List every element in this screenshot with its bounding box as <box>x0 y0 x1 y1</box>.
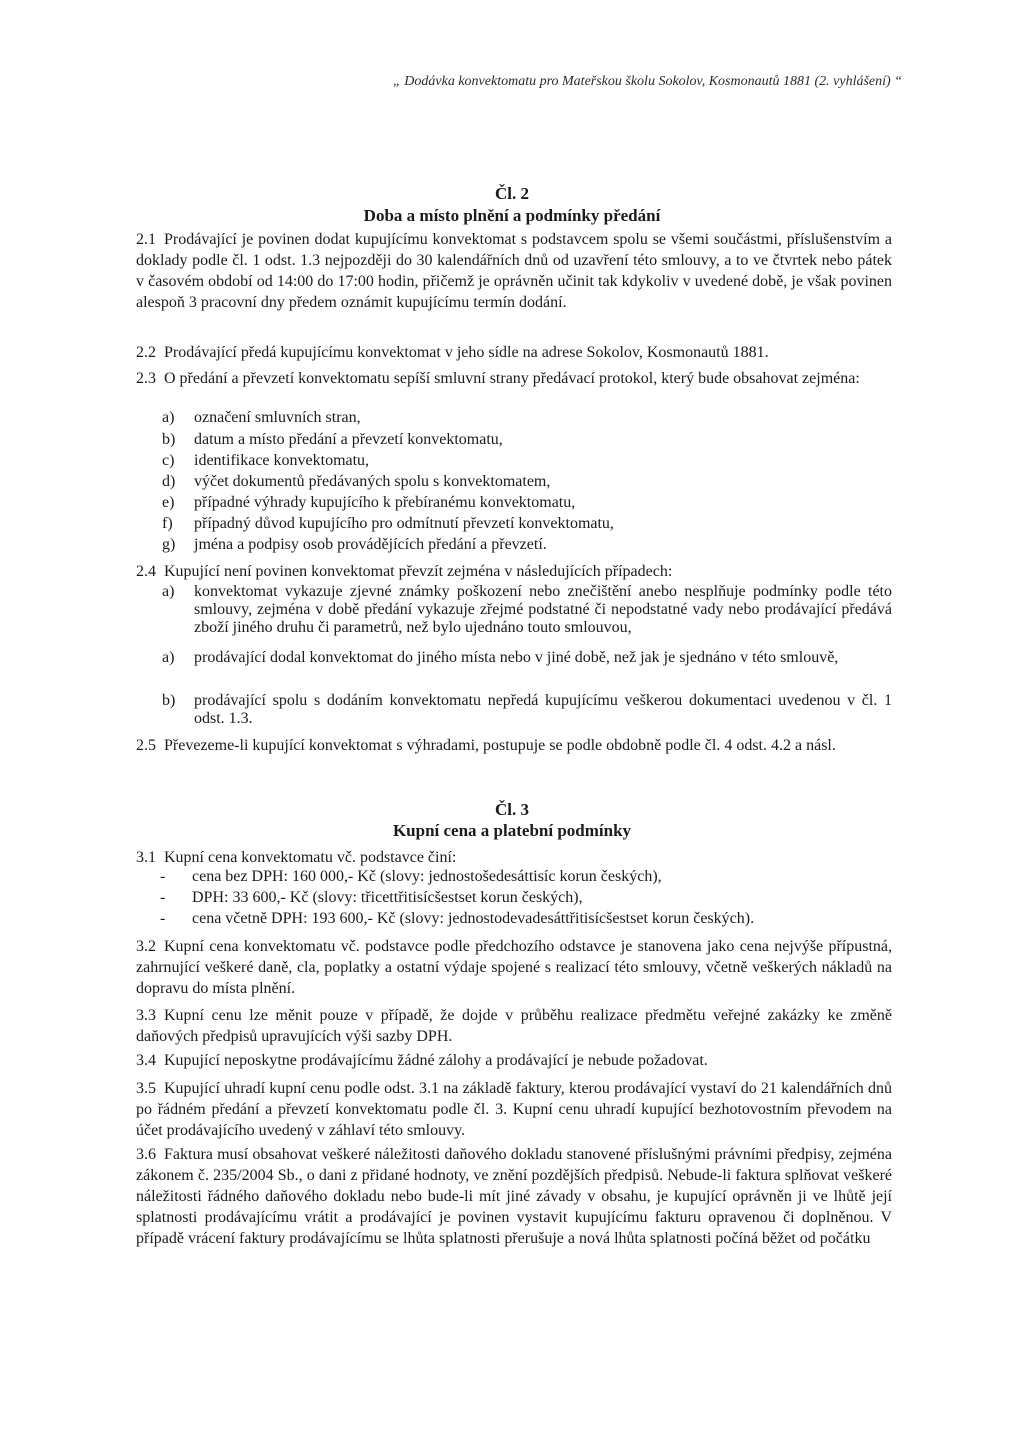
list-text: cena bez DPH: 160 000,- Kč (slovy: jednostošedesáttisíc korun českých), <box>192 868 662 885</box>
article-2-number: Čl. 2 <box>495 184 529 203</box>
paragraph-2-3 <box>136 368 892 389</box>
list-text: případný důvod kupujícího pro odmítnutí převzetí konvektomatu, <box>194 515 614 532</box>
list-text: identifikace konvektomatu, <box>194 452 370 469</box>
list-text: případné výhrady kupujícího k přebíranému konvektomatu, <box>194 494 576 511</box>
list-item <box>162 583 892 637</box>
list-text: datum a místo předání a převzetí konvektomatu, <box>194 431 503 448</box>
paragraph-text: Kupní cena konvektomatu vč. podstavce činí: <box>164 849 457 866</box>
list-item <box>162 536 892 554</box>
list-text: jména a podpisy osob provádějících předání a převzetí. <box>194 536 547 553</box>
paragraph-3-2 <box>136 936 892 999</box>
list-item <box>162 431 892 449</box>
list-label: d) <box>162 473 176 490</box>
list-label: - <box>160 868 166 885</box>
list-item <box>162 692 892 728</box>
list-label: a) <box>162 649 175 666</box>
list-label: c) <box>162 452 175 469</box>
paragraph-2-4 <box>136 561 892 582</box>
article-3-number: Čl. 3 <box>495 800 529 819</box>
paragraph-number: 3.6 <box>136 1146 156 1163</box>
list-item <box>162 649 892 667</box>
paragraph-text: Faktura musí obsahovat veškeré náležitosti daňového dokladu stanovené příslušnými právními předpisy, zejména zákonem č. 235/2004 Sb., o dani z přidané hodnoty, ve znění pozdějších předpisů. Nebude-li faktura splňovat veškeré náležitosti řádného daňového dokladu nebo bude-li mít jiné závady v obsahu, je kupující oprávněn ji ve lhůtě její splatnosti prodávajícímu vrátit a prodávající je povinen vystavit kupujícímu fakturu opravenou či doplněnou. V případě vrácení faktury prodávajícímu se lhůta splatnosti přerušuje a nová lhůta splatnosti počíná běžet od počátku <box>136 1146 892 1247</box>
paragraph-3-4 <box>136 1050 892 1071</box>
paragraph-number: 2.1 <box>136 231 156 248</box>
list-item <box>162 515 892 533</box>
paragraph-3-5 <box>136 1078 892 1141</box>
paragraph-text: Kupující není povinen konvektomat převzít zejména v následujících případech: <box>164 563 673 580</box>
list-item <box>160 910 892 928</box>
paragraph-text: Kupující uhradí kupní cenu podle odst. 3.1 na základě faktury, kterou prodávající vystaví do 21 kalendářních dnů po řádném předání a převzetí konvektomatu podle čl. 3. Kupní cenu uhradí kupující bezhotovostním převodem na účet prodávajícího uvedený v záhlaví této smlouvy. <box>136 1080 892 1139</box>
paragraph-text: O předání a převzetí konvektomatu sepíší smluvní strany předávací protokol, který bude obsahovat zejména: <box>164 370 860 387</box>
list-item <box>162 473 892 491</box>
paragraph-3-3 <box>136 1005 892 1047</box>
paragraph-text: Převezeme-li kupující konvektomat s výhradami, postupuje se podle obdobně podle čl. 4 odst. 4.2 a násl. <box>164 737 836 754</box>
paragraph-text: Kupní cena konvektomatu vč. podstavce podle předchozího odstavce je stanovena jako cena nejvýše přípustná, zahrnující veškeré daně, cla, poplatky a ostatní výdaje spojené s realizací této smlouvy, včetně veškerých nákladů na dopravu do místa plnění. <box>136 938 892 997</box>
paragraph-text: Prodávající předá kupujícímu konvektomat v jeho sídle na adrese Sokolov, Kosmonautů 1881. <box>164 344 769 361</box>
list-text: DPH: 33 600,- Kč (slovy: třicettřitisícšestset korun českých), <box>192 889 583 906</box>
paragraph-number: 3.1 <box>136 849 156 866</box>
list-text: výčet dokumentů předávaných spolu s konvektomatem, <box>194 473 551 490</box>
list-label: g) <box>162 536 176 553</box>
paragraph-text: Prodávající je povinen dodat kupujícímu konvektomat s podstavcem spolu se všemi součástmi, příslušenstvím a doklady podle čl. 1 odst. 1.3 nejpozději do 30 kalendářních dnů od uzavření této smlouvy, a to ve čtvrtek nebo pátek v časovém období od 14:00 do 17:00 hodin, přičemž je oprávněn učinit tak kdykoliv v uvedené době, je však povinen alespoň 3 pracovní dny předem oznámit kupujícímu termín dodání. <box>136 231 892 311</box>
article-3-title: Kupní cena a platební podmínky <box>392 821 632 840</box>
list-label: b) <box>162 692 176 709</box>
list-item <box>162 409 892 427</box>
paragraph-number: 2.4 <box>136 563 156 580</box>
list-label: e) <box>162 494 175 511</box>
article-2-title: Doba a místo plnění a podmínky předání <box>363 206 661 225</box>
paragraph-text: Kupující neposkytne prodávajícímu žádné zálohy a prodávající je nebude požadovat. <box>164 1052 708 1069</box>
document-header: „ Dodávka konvektomatu pro Mateřskou školu Sokolov, Kosmonautů 1881 (2. vyhlášení) “ <box>393 74 902 89</box>
list-label: f) <box>162 515 173 532</box>
list-label: a) <box>162 409 175 426</box>
paragraph-number: 2.5 <box>136 737 156 754</box>
list-item <box>162 494 892 512</box>
list-text: prodávající spolu s dodáním konvektomatu nepředá kupujícímu veškerou dokumentaci uvedenou v čl. 1 odst. 1.3. <box>194 692 892 727</box>
paragraph-number: 3.2 <box>136 938 156 955</box>
list-text: prodávající dodal konvektomat do jiného místa nebo v jiné době, než jak je sjednáno v této smlouvě, <box>194 649 839 666</box>
paragraph-2-5 <box>136 735 892 756</box>
list-text: označení smluvních stran, <box>194 409 361 426</box>
list-text: konvektomat vykazuje zjevné známky poškození nebo znečištění anebo nesplňuje podmínky podle této smlouvy, zejména v době předání vykazuje zřejmé podstatné či nepodstatné vady nebo prodávající předává zboží jiného druhu či parametrů, než bylo ujednáno touto smlouvou, <box>194 583 892 636</box>
paragraph-number: 3.3 <box>136 1007 156 1024</box>
paragraph-2-2 <box>136 342 892 363</box>
list-label: - <box>160 910 166 927</box>
paragraph-number: 2.2 <box>136 344 156 361</box>
paragraph-3-6 <box>136 1144 892 1249</box>
paragraph-number: 3.4 <box>136 1052 156 1069</box>
list-item <box>160 889 892 907</box>
list-label: - <box>160 889 166 906</box>
list-item <box>162 452 892 470</box>
paragraph-number: 2.3 <box>136 370 156 387</box>
paragraph-text: Kupní cenu lze měnit pouze v případě, že dojde v průběhu realizace předmětu veřejné zakázky ke změně daňových předpisů upravujících výši sazby DPH. <box>136 1007 892 1045</box>
list-item <box>160 868 892 886</box>
list-text: cena včetně DPH: 193 600,- Kč (slovy: jednostodevadesáttřitisícšestset korun českých). <box>192 910 755 927</box>
paragraph-2-1 <box>136 229 892 313</box>
list-label: a) <box>162 583 175 600</box>
list-label: b) <box>162 431 176 448</box>
paragraph-number: 3.5 <box>136 1080 156 1097</box>
paragraph-3-1 <box>136 847 892 868</box>
